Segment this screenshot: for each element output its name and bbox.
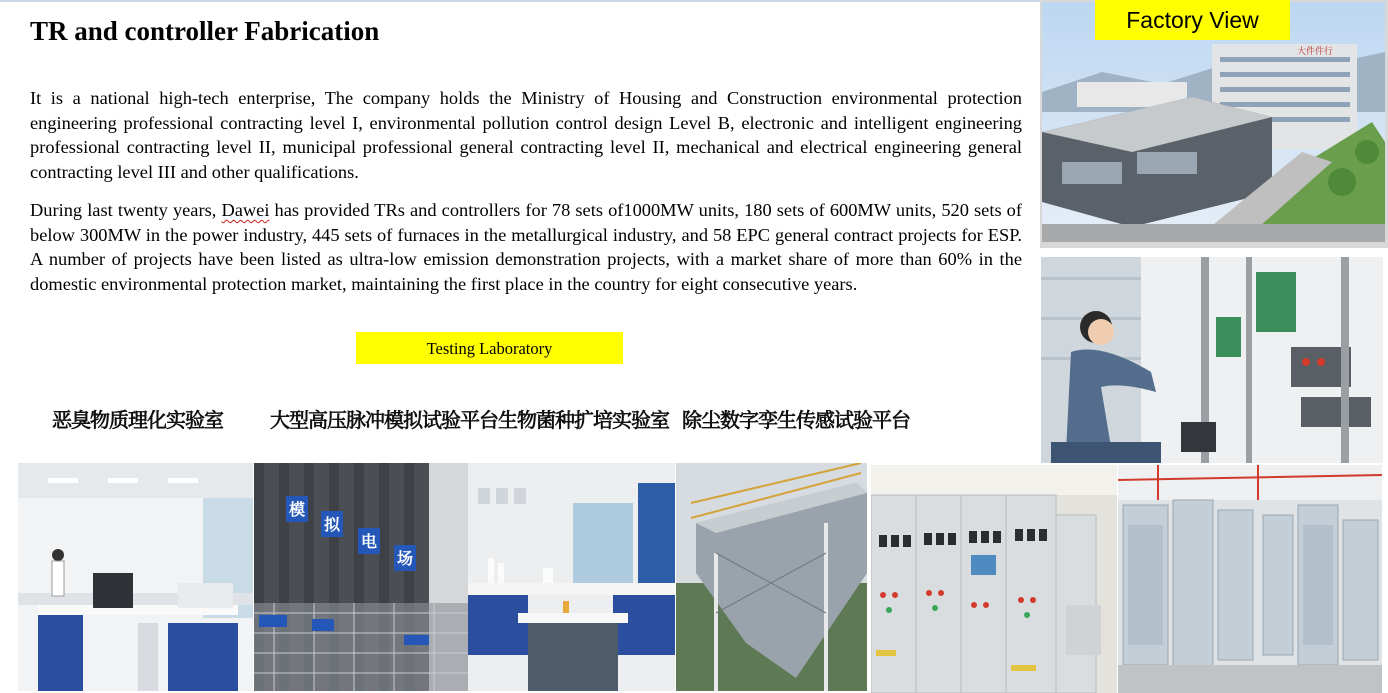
lab-label-odor: 恶臭物质理化实验室 [52,408,223,432]
lab-label-twin: 除尘数字孪生传感试验平台 [682,408,910,432]
page-title: TR and controller Fabrication [30,16,380,46]
cabinet-assembly-photo [1118,465,1382,693]
history-text-end: has provided TRs and controllers for 78 sets of1000MW units, 180 sets of 600MW units, 520 sets of below 300MW in the power industry, 445 sets of furnaces in the metallurgical industry, and 58 EPC general contract projects for ESP. A number of projects have been listed as ultra-low emission demonstration projects, with a market share of more than 60% in the domestic environmental protection market, maintaining the first place in the country for eight consecutive years. [30,200,1023,294]
history-text-start: During last twenty years, [30,200,222,220]
sign-char-2: 拟 [324,515,341,534]
worker-cabinet-photo [1041,257,1383,463]
lab-photo-bio [468,463,675,691]
testing-laboratory-badge: Testing Laboratory [356,332,623,364]
building-sign: 大件件行 [1297,47,1334,57]
slide-top-border [0,0,1040,2]
lab-photo-pulse [254,463,468,691]
company-name: Dawei [221,200,270,220]
history-paragraph [30,198,1022,296]
control-panels-photo [871,465,1117,693]
lab-photo-odor [18,463,253,691]
intro-paragraph: It is a national high-tech enterprise, The company holds the Ministry of Housing and Construction environmental protection engineering professional contracting level I, environmental pollution control design Level B, electronic and intelligent engineering professional contracting level II, municipal professional general contracting level II, mechanical and electrical engineering general contracting level III and other qualifications. [30,88,1022,182]
lab-photo-twin [676,463,867,691]
sign-char-4: 场 [397,549,414,568]
factory-view-badge: Factory View [1095,0,1290,40]
lab-label-bio: 生物菌种扩培实验室 [498,408,669,432]
lab-label-pulse: 大型高压脉冲模拟试验平台 [270,408,498,432]
sign-char-1: 模 [289,500,306,519]
sign-char-3: 电 [361,532,378,551]
